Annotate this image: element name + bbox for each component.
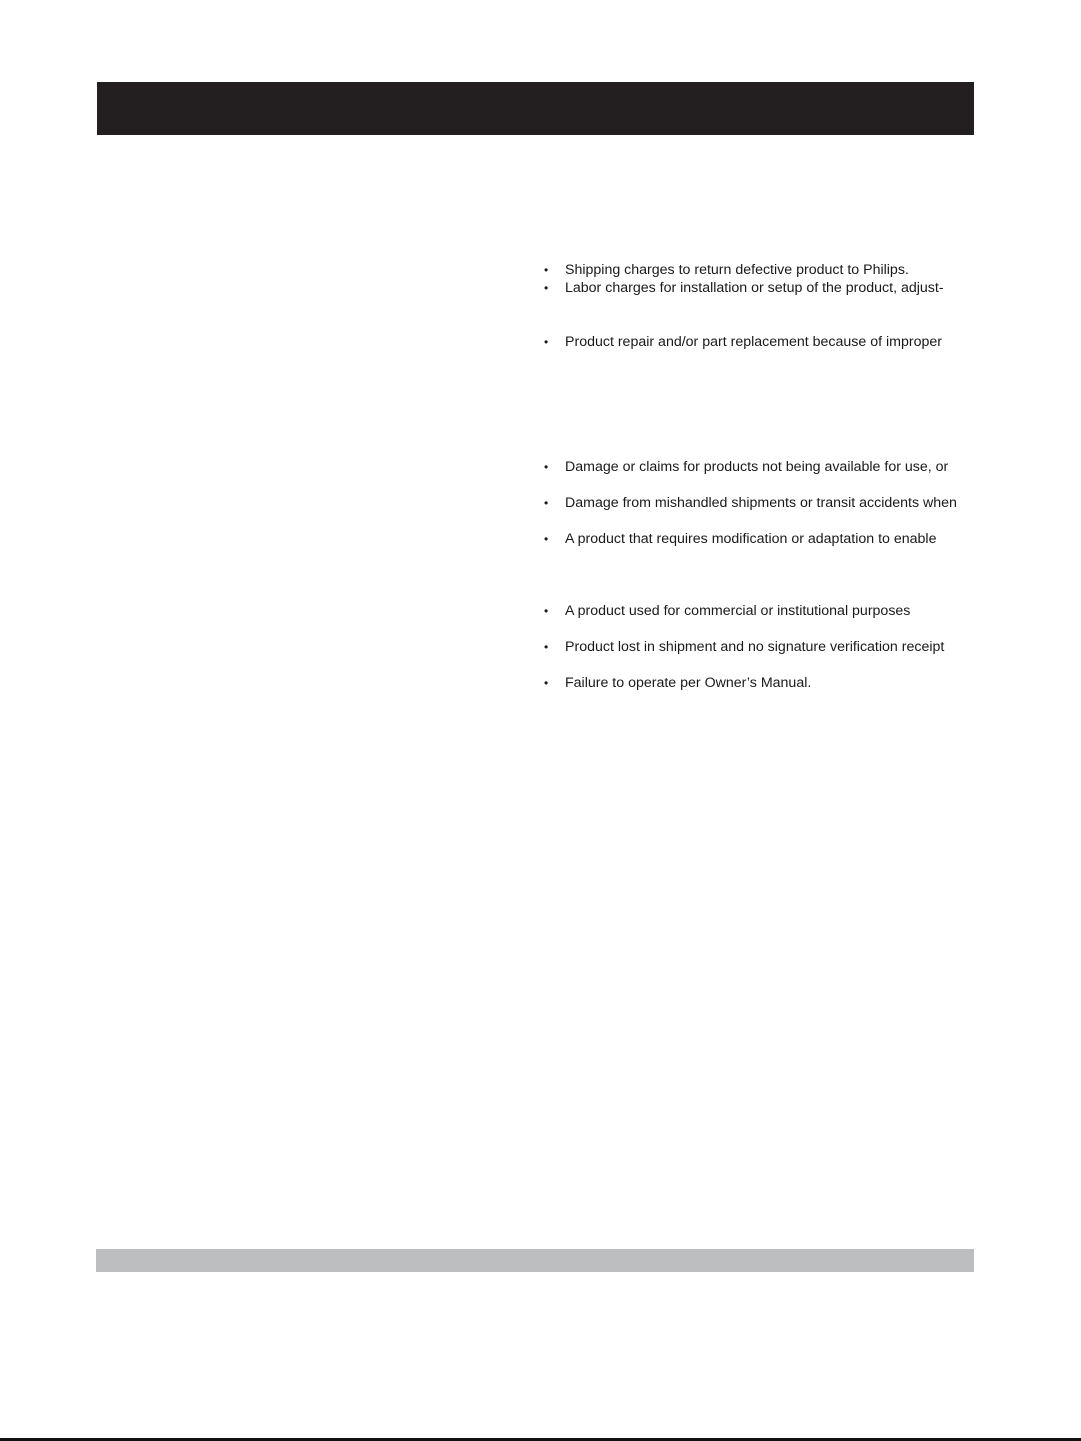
list-item xyxy=(544,494,974,512)
list-item-text: Failure to operate per Owner’s Manual. xyxy=(565,675,812,691)
list-item-text: Shipping charges to return defective product to Philips. xyxy=(565,262,909,278)
list-item xyxy=(544,530,974,548)
list-item-text: Product lost in shipment and no signature verification receipt xyxy=(565,639,945,655)
footer-bar xyxy=(96,1249,974,1272)
list-item xyxy=(544,333,974,351)
bullet-icon: • xyxy=(544,604,549,618)
list-item-text: A product used for commercial or institutional purposes xyxy=(565,603,911,619)
list-item xyxy=(544,458,974,476)
list-item xyxy=(544,674,974,692)
bullet-icon: • xyxy=(544,263,549,277)
list-item xyxy=(544,602,974,620)
list-item-text: Labor charges for installation or setup of the product, adjust- xyxy=(565,280,944,296)
list-item-text: Product repair and/or part replacement because of improper xyxy=(565,334,942,350)
list-item xyxy=(544,279,974,297)
list-item-text: A product that requires modification or adaptation to enable xyxy=(565,531,937,547)
bullet-icon: • xyxy=(544,281,549,295)
list-item-text: Damage or claims for products not being available for use, or xyxy=(565,459,949,475)
bullet-icon: • xyxy=(544,496,549,510)
list-item-text: Damage from mishandled shipments or transit accidents when xyxy=(565,495,957,511)
list-item xyxy=(544,638,974,656)
bullet-icon: • xyxy=(544,460,549,474)
bullet-icon: • xyxy=(544,676,549,690)
list-item xyxy=(544,261,974,279)
bullet-icon: • xyxy=(544,532,549,546)
bullet-icon: • xyxy=(544,640,549,654)
header-bar xyxy=(97,82,974,135)
bullet-icon: • xyxy=(544,335,549,349)
